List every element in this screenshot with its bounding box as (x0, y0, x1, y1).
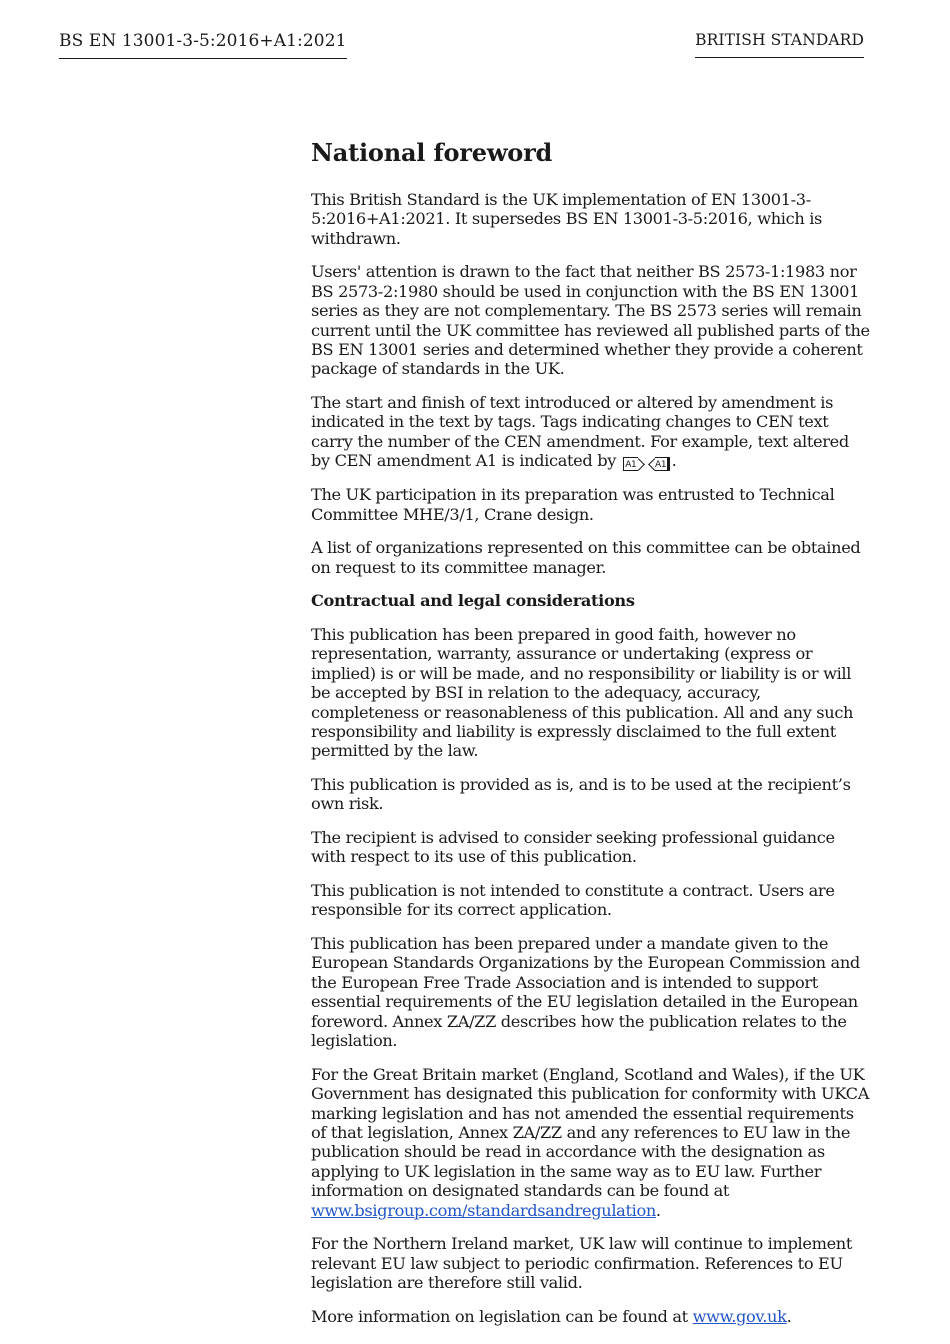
paragraph-implementation: This British Standard is the UK implementation of EN 13001-3-5:2016+A1:2021. It supersedes BS EN 13001-3-5:2016, which is withdrawn. (311, 190, 822, 248)
more-info-text: More information on legislation can be found at (311, 1306, 688, 1326)
paragraph-guidance: The recipient is advised to consider seeking professional guidance with respect to its use of this publication. (311, 828, 835, 867)
paragraph-great-britain (311, 1065, 871, 1220)
document-type: BRITISH STANDARD (695, 31, 864, 58)
paragraph-organizations: A list of organizations represented on this committee can be obtained on request to its committee manager. (311, 538, 861, 577)
paragraph-mandate: This publication has been prepared under a mandate given to the European Standards Organizations by the European Commission and the European Free Trade Association and is intended to support essential requirements of the EU legislation detailed in the European foreword. Annex ZA/ZZ describes how the publication relates to the legislation. (311, 934, 860, 1051)
great-britain-end: . (655, 1200, 661, 1220)
great-britain-text: For the Great Britain market (England, Scotland and Wales), if the UK Government has designated this publication for conformity with UKCA marking legislation and has not amended the essential requirements of that legislation, Annex ZA/ZZ and any references to EU law in the publication should be read in accordance with the designation as applying to UK legislation in the same way as to EU law. Further information on designated standards can be found at (311, 1064, 870, 1201)
bsigroup-link[interactable]: www.bsigroup.com/standardsandregulation (311, 1200, 656, 1220)
paragraph-users-attention: Users' attention is drawn to the fact that neither BS 2573-1:1983 nor BS 2573-2:1980 should be used in conjunction with the BS EN 13001 series as they are not complementary. The BS 2573 series will remain current until the UK committee has reviewed all published parts of the BS EN 13001 series and determined whether they provide a coherent package of standards in the UK. (311, 262, 870, 379)
paragraph-not-contract: This publication is not intended to constitute a contract. Users are responsible for its correct application. (311, 881, 835, 920)
more-info-end: . (786, 1306, 792, 1326)
amendment-open-tag-icon: A1 (623, 457, 638, 471)
paragraph-more-info (311, 1307, 871, 1326)
paragraph-committee: The UK participation in its preparation was entrusted to Technical Committee MHE/3/1, Crane design. (311, 485, 835, 524)
amendment-tags-end: . (671, 451, 677, 471)
document-id: BS EN 13001-3-5:2016+A1:2021 (59, 31, 347, 59)
amendment-tags-text: The start and finish of text introduced or altered by amendment is indicated in the text by tags. Tags indicating changes to CEN text carry the number of the CEN amendment. For example, text altered by CEN amendment A1 is indicated by (311, 393, 849, 471)
paragraph-amendment-tags (311, 393, 871, 471)
section-heading-contractual: Contractual and legal considerations (311, 591, 635, 611)
amendment-close-tag-icon: A1 (655, 457, 670, 471)
paragraph-own-risk: This publication is provided as is, and is to be used at the recipient’s own risk. (311, 775, 851, 814)
paragraph-northern-ireland: For the Northern Ireland market, UK law will continue to implement relevant EU law subject to periodic confirmation. References to EU legislation are therefore still valid. (311, 1234, 853, 1292)
gov-uk-link[interactable]: www.gov.uk (692, 1306, 787, 1326)
page-title: National foreword (311, 138, 553, 167)
paragraph-good-faith: This publication has been prepared in good faith, however no representation, warranty, assurance or undertaking (express or implied) is or will be made, and no responsibility or liability is or will be accepted by BSI in relation to the adequacy, accuracy, completeness or reasonableness of this publication. All and any such responsibility and liability is expressly disclaimed to the full extent permitted by the law. (311, 625, 854, 761)
main-content (311, 138, 871, 1340)
